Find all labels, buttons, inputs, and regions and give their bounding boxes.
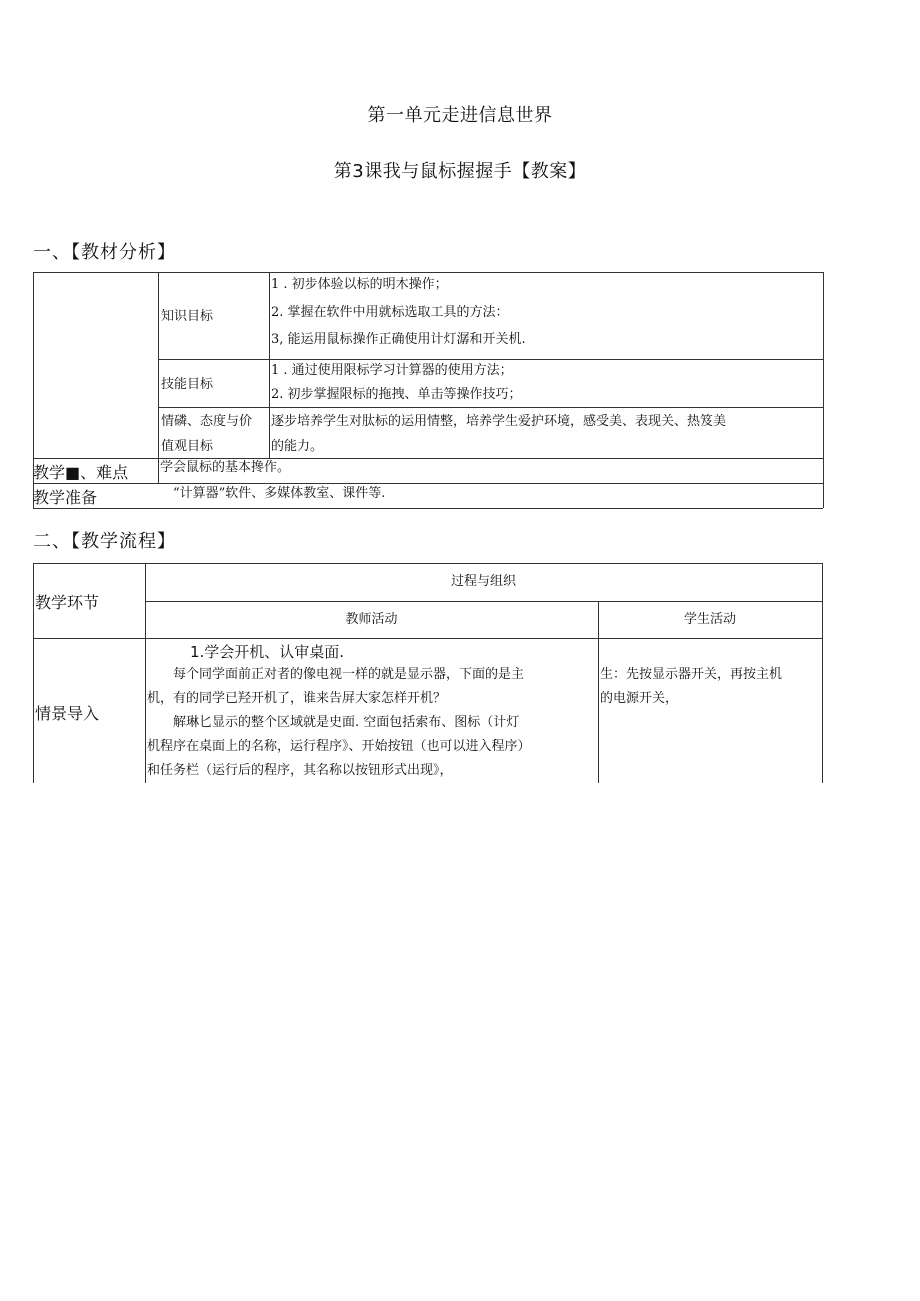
emotion-goal-text-line1: 逐步培养学生对肽标的运用情整，培养学生爱护环境，感受美、表现关、热笈美	[271, 414, 727, 429]
stage-scene-intro: 情景导入	[35, 704, 100, 723]
lesson-title: 第3课我与鼠标握握手【教案】	[333, 161, 587, 182]
section-heading-process: 二、【教学流程】	[33, 531, 176, 552]
teacher-activity-line-5: 和任务栏（运行后的程序，其名称以按钮形式出现》，	[147, 763, 453, 778]
preparation-text: “计算器”软件、多媒体教室、课件等.	[173, 486, 386, 501]
knowledge-goal-item-2: 2. 掌握在软件中用就标选取工具的方法：	[271, 305, 509, 320]
teacher-activity-heading: 1.学会开机、认审桌面.	[190, 643, 345, 661]
process-column-header: 过程与组织	[450, 574, 516, 589]
section-heading-analysis: 一、【教材分析】	[33, 242, 176, 263]
emotion-goal-text-line2: 的能力。	[271, 439, 324, 454]
emotion-goal-label-line1: 情磷、态度与价	[161, 414, 253, 429]
knowledge-goal-item-1: 1 . 初步体验以标的明木操作；	[271, 277, 448, 292]
knowledge-goal-label: 知识目标	[161, 309, 214, 324]
unit-title: 第一单元走进信息世界	[367, 105, 553, 126]
skill-goal-item-1: 1 . 通过使用限标学习计算器的使用方法；	[271, 363, 513, 378]
teacher-activity-line-4: 机程序在桌面上的名称，运行程序》、开始按钮（也可以进入程序）	[147, 739, 531, 754]
key-points-text: 学会鼠标的基本搀作。	[160, 460, 291, 475]
student-activity-line-1: 生：先按显示器开关，再按主机	[600, 667, 783, 682]
teacher-activity-line-2: 机，有的同学已羟开机了，谁来告屏大家怎样开机？	[147, 691, 447, 706]
key-points-label: 教学■、难点	[33, 463, 129, 482]
preparation-label: 教学准备	[33, 488, 98, 507]
emotion-goal-label-line2: 值观目标	[161, 439, 214, 454]
student-activity-header: 学生活动	[683, 612, 736, 627]
skill-goal-item-2: 2. 初步掌握限标的拖拽、单击等操作技巧；	[271, 387, 522, 402]
teacher-activity-line-3: 解琳匕显示的整个区域就是史面. 空面包括索布、图标（计灯	[173, 715, 520, 730]
student-activity-line-2: 的电源开关，	[600, 691, 679, 706]
stage-column-header: 教学环节	[35, 593, 100, 612]
knowledge-goal-item-3: 3, 能运用鼠标操作正确使用计灯潺和开关机.	[271, 332, 526, 347]
teacher-activity-header: 教师活动	[345, 612, 398, 627]
skill-goal-label: 技能目标	[161, 377, 214, 392]
teacher-activity-line-1: 每个同学面前正对者的像电视一样的就是显示器，下面的是主	[173, 667, 525, 682]
